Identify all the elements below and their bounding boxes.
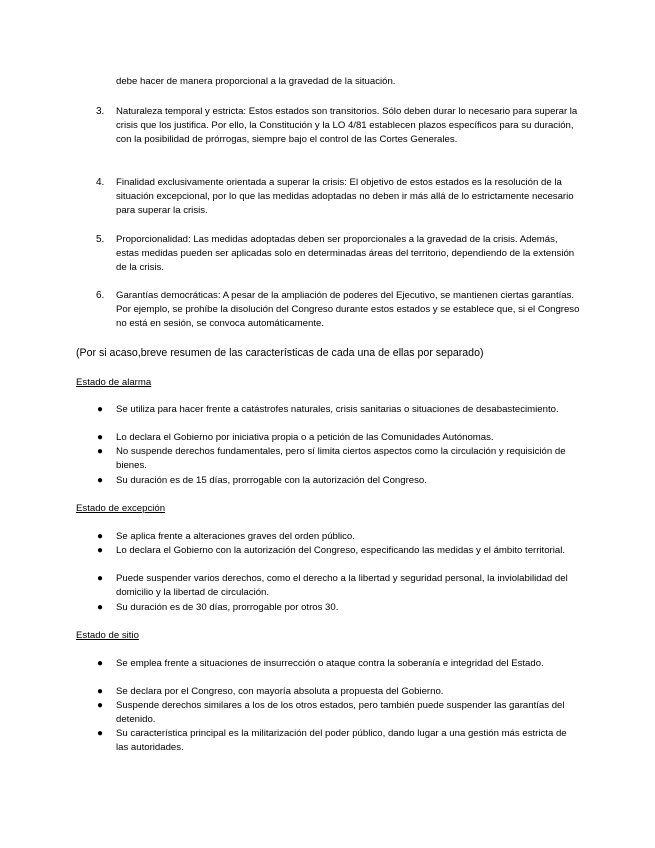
bullet-icon: ● [97, 700, 104, 711]
bullet-icon: ● [97, 432, 104, 443]
item-number: 5. [96, 234, 105, 245]
list-item-text: Se utiliza para hacer frente a catástrofes naturales, crisis sanitarias o situaciones de desabastecimiento. [116, 404, 559, 415]
item-text: Proporcionalidad: Las medidas adoptadas deben ser proporcionales a la gravedad de la crisis. Además, estas medidas pueden ser aplicadas solo en determinadas áreas del territorio, dependiendo de la extensión de la crisis. [116, 234, 575, 273]
section-heading-alarma: Estado de alarma [76, 377, 152, 388]
item-text: Naturaleza temporal y estricta: Estos estados son transitorios. Sólo deben durar lo necesario para superar la crisis que los justifica. Por ello, la Constitución y la LO 4/81 establecen plazos específicos para su duración, con la posibilidad de prórrogas, siempre bajo el control de las Cortes Generales. [116, 106, 578, 145]
item-number: 6. [96, 290, 105, 301]
list-item-text: Puede suspender varios derechos, como el derecho a la libertad y seguridad personal, la inviolabilidad del domicilio y la libertad de circulación. [116, 573, 568, 598]
bullet-icon: ● [97, 475, 104, 486]
bullet-icon: ● [97, 404, 104, 415]
bullet-icon: ● [97, 658, 104, 669]
list-item-text: Su característica principal es la militarización del poder público, dando lugar a una gestión más estricta de las autoridades. [116, 728, 567, 753]
bullet-icon: ● [97, 728, 104, 739]
bullet-icon: ● [97, 573, 104, 584]
continuation-text: debe hacer de manera proporcional a la gravedad de la situación. [116, 76, 396, 87]
item-text: Finalidad exclusivamente orientada a superar la crisis: El objetivo de estos estados es la resolución de la situación excepcional, por lo que las medidas adoptadas no deben ir más allá de lo estrictamente necesario para superar la crisis. [116, 177, 574, 216]
bullet-icon: ● [97, 686, 104, 697]
list-item-text: No suspende derechos fundamentales, pero sí limita ciertos aspectos como la circulación y requisición de bienes. [116, 446, 566, 471]
list-item-text: Lo declara el Gobierno con la autorización del Congreso, especificando las medidas y el ámbito territorial. [116, 545, 566, 556]
section-heading-sitio: Estado de sitio [76, 630, 139, 641]
item-text: Garantías democráticas: A pesar de la ampliación de poderes del Ejecutivo, se mantienen ciertas garantías. Por ejemplo, se prohíbe la disolución del Congreso durante estos estados y se establece que, si el Congreso no está en sesión, se convoca automáticamente. [116, 290, 580, 329]
item-number: 3. [96, 106, 105, 117]
list-item-text: Lo declara el Gobierno por iniciativa propia o a petición de las Comunidades Autónomas. [116, 432, 494, 443]
list-item-text: Se emplea frente a situaciones de insurrección o ataque contra la soberanía e integridad del Estado. [116, 658, 544, 669]
bullet-icon: ● [97, 531, 104, 542]
list-item-text: Se declara por el Congreso, con mayoría absoluta a propuesta del Gobierno. [116, 686, 444, 697]
section-heading-excepcion: Estado de excepción [76, 503, 166, 514]
bullet-icon: ● [97, 545, 104, 556]
list-item-text: Su duración es de 30 días, prorrogable por otros 30. [116, 602, 339, 613]
summary-intro: (Por si acaso,breve resumen de las características de cada una de ellas por separado) [76, 347, 484, 359]
list-item-text: Suspende derechos similares a los de los otros estados, pero también puede suspender las garantías del detenido. [116, 700, 565, 725]
bullet-icon: ● [97, 602, 104, 613]
bullet-icon: ● [97, 446, 104, 457]
list-item-text: Su duración es de 15 días, prorrogable con la autorización del Congreso. [116, 475, 427, 486]
item-number: 4. [96, 177, 105, 188]
list-item-text: Se aplica frente a alteraciones graves del orden público. [116, 531, 355, 542]
